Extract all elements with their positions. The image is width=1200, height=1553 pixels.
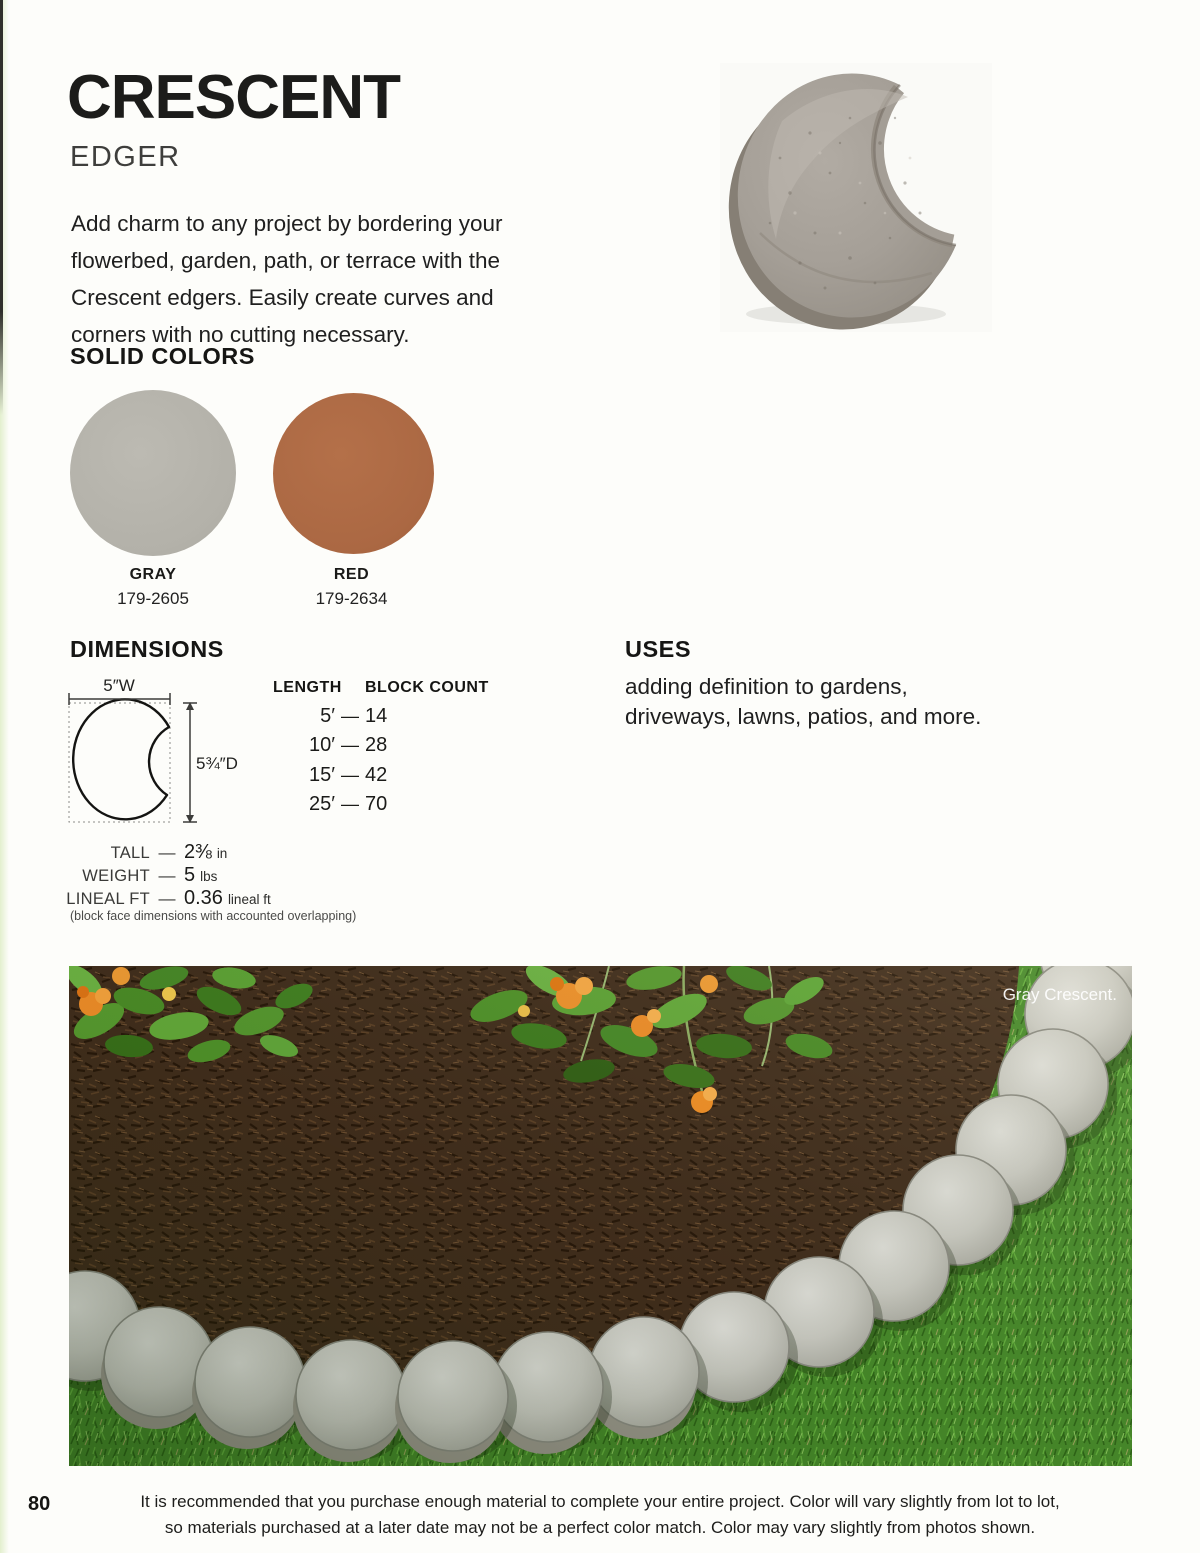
depth-dimension-label: 5¾″D <box>196 754 238 773</box>
table-row: 15′ — 42 <box>309 763 388 786</box>
width-dimension-label: 5″W <box>103 676 135 695</box>
table-header-length: LENGTH <box>273 679 342 696</box>
block-count-table <box>273 679 489 820</box>
solid-colors-heading: SOLID COLORS <box>70 343 255 369</box>
spec-lineal-ft: LINEAL FT — 0.36 lineal ft <box>66 887 271 909</box>
product-description: Add charm to any project by bordering your flowerbed, garden, path, or terrace with the Crescent edgers. Easily create curves and corners with no cutting necessary. <box>71 211 503 347</box>
footer-disclaimer <box>0 1489 1200 1541</box>
garden-photo <box>69 966 1132 1466</box>
page-number: 80 <box>28 1493 51 1515</box>
page-edge-scan-line <box>0 0 3 415</box>
swatch-red-code: 179-2634 <box>315 589 388 608</box>
page-subtitle: EDGER <box>70 141 181 173</box>
spec-tall: TALL — 2⅜ in <box>110 841 228 863</box>
swatch-gray <box>70 390 236 556</box>
spec-note: (block face dimensions with accounted overlapping) <box>70 909 357 923</box>
photo-caption: Gray Crescent. <box>1002 985 1117 1004</box>
swatch-red-name: RED <box>333 566 370 583</box>
product-photo <box>720 63 992 332</box>
dimensions-heading: DIMENSIONS <box>70 636 224 662</box>
table-row: 5′ — 14 <box>320 705 388 727</box>
footer-line: It is recommended that you purchase enough material to complete your entire project. Color will vary slightly from lot to lot, <box>140 1492 1060 1511</box>
crescent-block-photo <box>720 63 992 332</box>
uses-text: driveways, lawns, patios, and more. <box>625 704 982 729</box>
page-title: CRESCENT <box>67 63 401 132</box>
spec-weight: WEIGHT — 5 lbs <box>82 864 218 886</box>
uses-heading: USES <box>625 636 691 662</box>
swatch-gray-code: 179-2605 <box>117 589 189 608</box>
spec-list <box>52 841 271 910</box>
uses-text: adding definition to gardens, <box>625 674 908 699</box>
table-row: 10′ — 28 <box>309 734 388 757</box>
swatch-gray-name: GRAY <box>129 566 177 583</box>
swatch-red <box>273 393 434 554</box>
dimension-diagram <box>64 672 304 845</box>
table-row: 25′ — 70 <box>309 792 388 815</box>
footer-line: so materials purchased at a later date may not be a perfect color match. Color may vary slightly from photos shown. <box>164 1518 1036 1537</box>
table-header-block-count: BLOCK COUNT <box>365 679 489 696</box>
